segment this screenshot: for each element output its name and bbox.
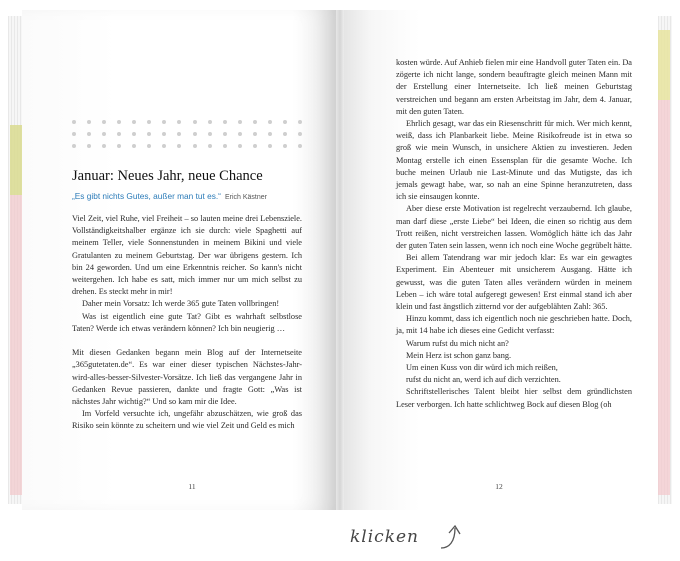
dot	[162, 144, 166, 148]
left-paragraph: Mit diesen Gedanken begann mein Blog auf der Internetseite „365gutetaten.de“. Es war einer dieser typischen Nächstes-Jahr-wird-alles-besser-Silvester-Vorsätze. Ich ließ das vergangene Jahr in Gedanken Revue passieren, dankte und fragte Gott: „Was ist nächstes Jahr wichtig?“ Und so kam mir die Idee.	[72, 348, 302, 407]
curved-arrow-up-icon[interactable]	[435, 520, 465, 552]
dot	[117, 120, 121, 124]
dot	[268, 120, 272, 124]
dot	[193, 144, 197, 148]
dot	[72, 120, 76, 124]
dot	[223, 132, 227, 136]
dot	[238, 120, 242, 124]
dot	[147, 120, 151, 124]
dot	[268, 144, 272, 148]
dot	[177, 120, 181, 124]
decorative-dot-grid	[72, 116, 302, 152]
dot	[132, 132, 136, 136]
quote-author: Erich Kästner	[224, 194, 267, 201]
left-paragraph: Daher mein Vorsatz: Ich werde 365 gute Taten vollbringen!	[82, 299, 280, 309]
dot	[72, 132, 76, 136]
dot	[72, 144, 76, 148]
dot	[298, 120, 302, 124]
color-tab-right-yellow	[658, 30, 670, 100]
color-tab-left-pink	[10, 195, 22, 495]
right-paragraph: Um einen Kuss von dir würd ich mich reißen,	[406, 363, 558, 373]
dot	[253, 144, 257, 148]
dot	[208, 120, 212, 124]
dot	[162, 120, 166, 124]
right-paragraph: Warum rufst du mich nicht an?	[406, 338, 509, 348]
dot	[298, 132, 302, 136]
right-page[interactable]	[340, 10, 658, 510]
quote-text: „Es gibt nichts Gutes, außer man tut es.“	[72, 191, 221, 201]
dot	[208, 144, 212, 148]
dot	[117, 132, 121, 136]
left-paragraph: Was ist eigentlich eine gute Tat? Gibt es wahrhaft selbstlose Taten? Werde ich etwas verändern können? Ich bin neugierig …	[72, 311, 302, 333]
dot	[132, 120, 136, 124]
book[interactable]	[8, 10, 672, 510]
dot	[193, 120, 197, 124]
left-page[interactable]	[22, 10, 340, 510]
dot	[132, 144, 136, 148]
dot	[102, 144, 106, 148]
page-number-right: 12	[495, 482, 503, 491]
dot-row	[72, 140, 302, 152]
left-paragraph: Im Vorfeld versuchte ich, ungefähr abzuschätzen, wie groß das Risiko sein könnte zu scheitern und wie viel Zeit und Geld es mich	[72, 409, 302, 431]
right-paragraph: Ehrlich gesagt, war das ein Riesenschritt für mich. Wer mich kennt, weiß, dass ich Planbarkeit liebe. Meine Risikofreude ist in etwa so groß wie mein Wunsch, in unsichere Aktien zu investieren. Jeden Montag erstelle ich einen Essensplan für die gesamte Woche. Ich buche meinen Urlaub nie Last-Minute und das Mutigste, das ich jemals gewagt habe, war, so nah an eine Spinne heranzutreten, dass ich sie einsaugen konnte.	[396, 119, 632, 202]
dot	[193, 132, 197, 136]
dot	[268, 132, 272, 136]
book-spine	[336, 10, 344, 510]
right-paragraph: Schriftstellerisches Talent bleibt hier selbst dem gründlichsten Leser verborgen. Ich hatte schlichtweg Bock auf diesen Blog (oh	[396, 387, 632, 409]
dot	[283, 132, 287, 136]
dot	[223, 120, 227, 124]
left-paragraph: Viel Zeit, viel Ruhe, viel Freiheit – so lauten meine drei Lebensziele. Vollständigkeitshalber ergänze ich sie durch: viele Spaghetti auf meinem Teller, viele Sonnenstunden in meinem Bikini und viele Gratulanten zu meinem Geburtstag. Der war übrigens gestern. Ich bin 24 geworden. Und um eine Erkenntnis reicher. So kann's nicht weitergehen. Ich habe es satt, mich immer nur um mich selbst zu drehen. Es steckt mehr in mir!	[72, 214, 302, 297]
dot	[283, 144, 287, 148]
dot	[87, 132, 91, 136]
chapter-title: Januar: Neues Jahr, neue Chance	[72, 168, 263, 184]
dot	[162, 132, 166, 136]
page-number-left: 11	[188, 482, 196, 491]
dot	[208, 132, 212, 136]
right-paragraph: Mein Herz ist schon ganz bang.	[406, 350, 512, 360]
color-tab-right-pink	[658, 100, 670, 495]
dot	[223, 144, 227, 148]
right-paragraph: Bei allem Tatendrang war mir jedoch klar: Es war ein gewagtes Experiment. Ein Abenteuer mit unsicherem Ausgang. Hätte ich gewusst, was die guten Taten alles verändern würden in meinem Leben – ich wäre total aufgeregt gewesen! Erst einmal stand ich aber klein und fast ängstlich zitternd vor der aufgeblähten Zahl: 365.	[396, 253, 632, 312]
dot	[238, 144, 242, 148]
right-page-text	[396, 57, 632, 411]
dot	[177, 144, 181, 148]
color-tab-left-yellow	[10, 125, 22, 195]
dot	[102, 132, 106, 136]
dot	[253, 132, 257, 136]
right-paragraph: Hinzu kommt, dass ich eigentlich noch nie geschrieben hatte. Doch, ja, mit 14 habe ich dieses eine Gedicht verfasst:	[396, 314, 632, 336]
right-paragraph: rufst du nicht an, werd ich auf dich verzichten.	[406, 375, 561, 385]
dot	[147, 144, 151, 148]
right-paragraph: Aber diese erste Motivation ist regelrecht verzaubernd. Ich glaube, man darf diese „erste Liebe“ bei Ideen, die einen so richtig aus dem Trott reißen, nicht verstreichen lassen. Womöglich hätte ich das Jahr der guten Taten sein lassen, wenn ich noch eine Woche gegrübelt hätte.	[396, 204, 632, 251]
dot	[177, 132, 181, 136]
dot	[102, 120, 106, 124]
left-paragraph	[72, 335, 302, 347]
click-hint-label[interactable]: klicken	[350, 527, 420, 547]
dot	[253, 120, 257, 124]
dot	[238, 132, 242, 136]
left-page-text	[72, 213, 302, 433]
dot	[283, 120, 287, 124]
right-paragraph: kosten würde. Auf Anhieb fielen mir eine Handvoll guter Taten ein. Da zögerte ich nicht lange, sondern beauftragte gleich meinen Mann mit der Erstellung einer Internetseite. Ich ließ meinen Geburtstag verstreichen und begann am ersten Arbeitstag im Jahr, dem 4. Januar, mit den guten Taten.	[396, 58, 632, 116]
dot-row	[72, 116, 302, 128]
dot	[117, 144, 121, 148]
dot-row	[72, 128, 302, 140]
chapter-quote	[72, 191, 267, 201]
dot	[87, 144, 91, 148]
dot	[298, 144, 302, 148]
dot	[87, 120, 91, 124]
dot	[147, 132, 151, 136]
